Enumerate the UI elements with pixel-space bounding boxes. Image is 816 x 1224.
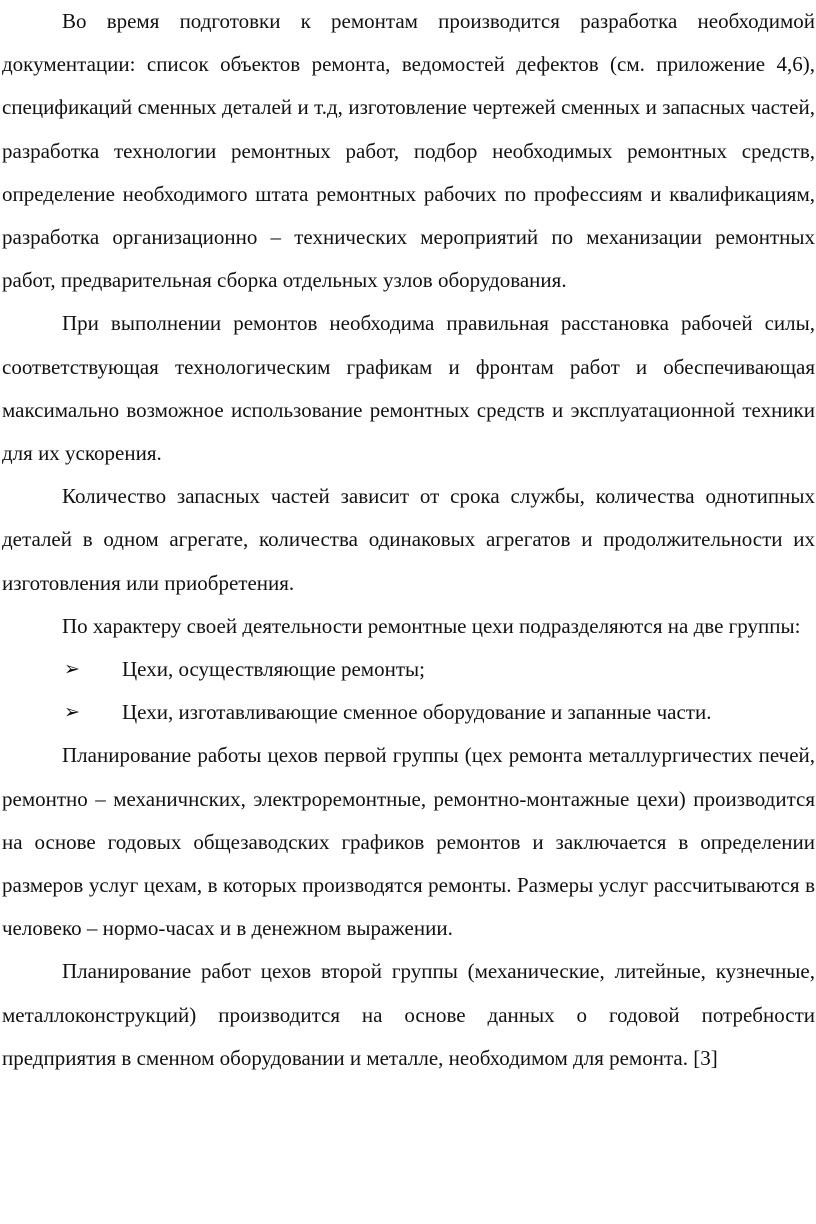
list-item (2, 691, 815, 734)
arrow-bullet-icon: ➢ (64, 658, 80, 681)
paragraph-spare-parts: Количество запасных частей зависит от срока службы, количества однотипных деталей в одном агрегате, количества одинаковых агрегатов и продолжительности их изготовления или приобретения. (2, 484, 815, 595)
paragraph-first-group-planning: Планирование работы цехов первой группы (цех ремонта металлургичестих печей, ремонтно – механичнских, электроремонтные, ремонтно-монтажные цехи) производится на основе годовых общезаводских графиков ремонтов и заключается в определении размеров услуг цехам, в которых производятся ремонты. Размеры услуг рассчитываются в человеко – нормо-часах и в денежном выражении. (2, 743, 815, 941)
list-item (2, 648, 815, 691)
list-item-text: Цехи, осуществляющие ремонты; (122, 657, 425, 682)
paragraph-shop-groups: По характеру своей деятельности ремонтные цехи подразделяются на две группы: (62, 613, 801, 638)
list-item-text: Цехи, изготавливающие сменное оборудование и запанные части. (122, 700, 712, 725)
paragraph-second-group-planning: Планирование работ цехов второй группы (механические, литейные, кузнечные, металлоконструкций) производится на основе данных о годовой потребности предприятия в сменном оборудовании и металле, необходимом для ремонта. [3] (2, 959, 815, 1070)
shop-groups-list (2, 648, 815, 734)
paragraph-preparation-documentation: Во время подготовки к ремонтам производится разработка необходимой документации: список объектов ремонта, ведомостей дефектов (см. приложение 4,6), спецификаций сменных деталей и т.д, изготовление чертежей сменных и запасных частей, разработка технологии ремонтных работ, подбор необходимых ремонтных средств, определение необходимого штата ремонтных рабочих по профессиям и квалификациям, разработка организационно – технических мероприятий по механизации ремонтных работ, предварительная сборка отдельных узлов оборудования. (2, 9, 815, 293)
paragraph-workforce-allocation: При выполнении ремонтов необходима правильная расстановка рабочей силы, соответствующая технологическим графикам и фронтам работ и обеспечивающая максимально возможное использование ремонтных средств и эксплуатационной техники для их ускорения. (2, 311, 815, 466)
arrow-bullet-icon: ➢ (64, 701, 80, 724)
